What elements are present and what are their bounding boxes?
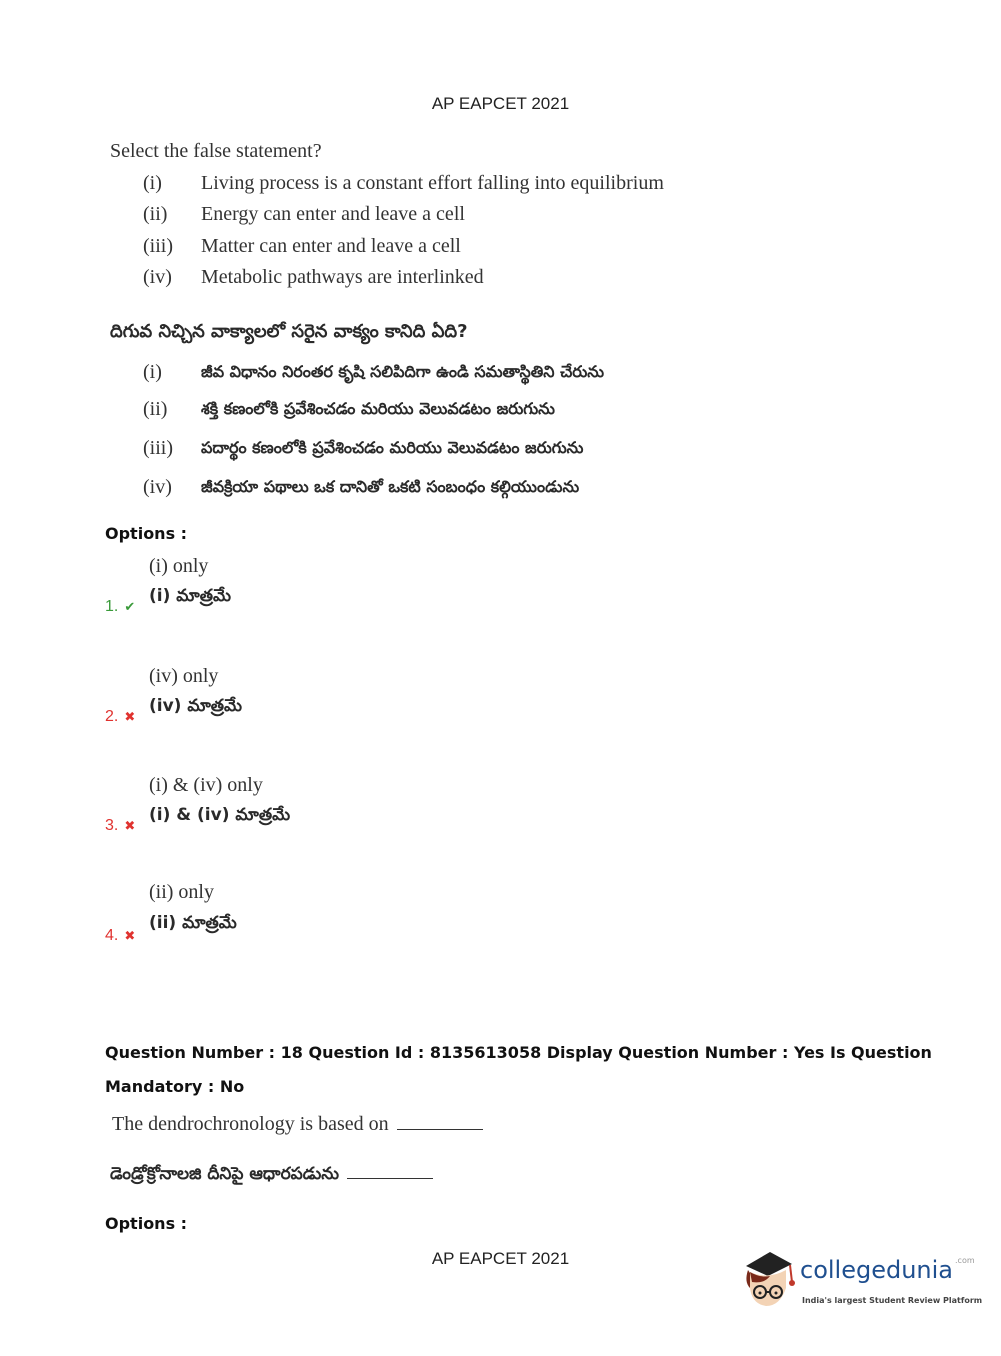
check-icon: ✔ (124, 599, 136, 614)
option-text-te: (ii) మాత్రమే (149, 913, 237, 933)
option-text-te: (i) మాత్రమే (149, 586, 231, 606)
cross-icon: ✖ (124, 709, 136, 724)
cross-icon: ✖ (124, 818, 136, 833)
option-1-number[interactable] (105, 598, 135, 616)
question-meta-line-2: Mandatory : No (105, 1077, 245, 1096)
option-text-en: (i) only (149, 555, 209, 577)
option-4-number[interactable] (105, 927, 135, 945)
statement-te-text: జీవ విధానం నిరంతర కృషి సలిపిదిగా ఉండి సమతాస్థితిని చేరును (201, 362, 605, 381)
statement-en-number: (iii) (143, 235, 173, 257)
option-2-number[interactable] (105, 708, 135, 726)
option-text-en: (i) & (iv) only (149, 774, 263, 796)
option-3-number[interactable] (105, 817, 135, 835)
option-number: 2. (105, 708, 119, 725)
option-text-en: (iv) only (149, 665, 219, 687)
option-text-en: (ii) only (149, 881, 214, 903)
logo-wordmark: collegedunia (800, 1256, 954, 1284)
statement-te-text: జీవక్రియా పథాలు ఒక దానితో ఒకటి సంబంధం కల్గియుండును (201, 477, 580, 496)
statement-te-number: (ii) (143, 398, 168, 420)
question-meta-line-1: Question Number : 18 Question Id : 8135613058 Display Question Number : Yes Is Question (105, 1043, 932, 1062)
statement-te-number: (iii) (143, 437, 173, 459)
question-18-text-en: The dendrochronology is based on (112, 1113, 389, 1135)
question-prompt-en: Select the false statement? (110, 140, 322, 162)
page-footer: AP EAPCET 2021 (431, 1249, 570, 1268)
options-label: Options : (105, 1214, 188, 1233)
statement-en-text: Energy can enter and leave a cell (201, 203, 465, 225)
statement-te-number: (iv) (143, 476, 172, 498)
statement-en-text: Living process is a constant effort falling into equilibrium (201, 172, 664, 194)
statement-en-text: Matter can enter and leave a cell (201, 235, 461, 257)
question-18-prompt-te (110, 1160, 433, 1188)
logo-tagline: India's largest Student Review Platform (802, 1296, 983, 1305)
answer-blank (347, 1160, 433, 1179)
statement-en-text: Metabolic pathways are interlinked (201, 266, 484, 288)
option-number: 3. (105, 817, 119, 834)
statement-en-number: (ii) (143, 203, 168, 225)
option-number: 1. (105, 598, 119, 615)
cross-icon: ✖ (124, 928, 136, 943)
page-header: AP EAPCET 2021 (431, 94, 570, 113)
option-number: 4. (105, 927, 119, 944)
statement-te-number: (i) (143, 361, 162, 383)
logo-suffix: .com (955, 1256, 975, 1265)
question-18-prompt-en (112, 1111, 483, 1136)
option-text-te: (i) & (iv) మాత్రమే (149, 805, 291, 825)
option-text-te: (iv) మాత్రమే (149, 696, 243, 716)
statement-en-number: (iv) (143, 266, 172, 288)
options-label: Options : (105, 524, 188, 543)
collegedunia-logo (740, 1248, 983, 1318)
statement-te-text: శక్తి కణంలోకి ప్రవేశించడం మరియు వెలువడటం జరుగును (201, 399, 555, 418)
question-prompt-te: దిగువ నిచ్చిన వాక్యాలలో సరైన వాక్యం కానిది ఏది? (110, 321, 468, 342)
answer-blank (397, 1111, 483, 1130)
mascot-icon (740, 1248, 798, 1314)
statement-te-text: పదార్థం కణంలోకి ప్రవేశించడం మరియు వెలువడటం జరుగును (201, 438, 584, 457)
question-18-text-te: డెండ్రోక్రోనాలజి దీనిపై ఆధారపడును (110, 1164, 340, 1184)
statement-en-number: (i) (143, 172, 162, 194)
